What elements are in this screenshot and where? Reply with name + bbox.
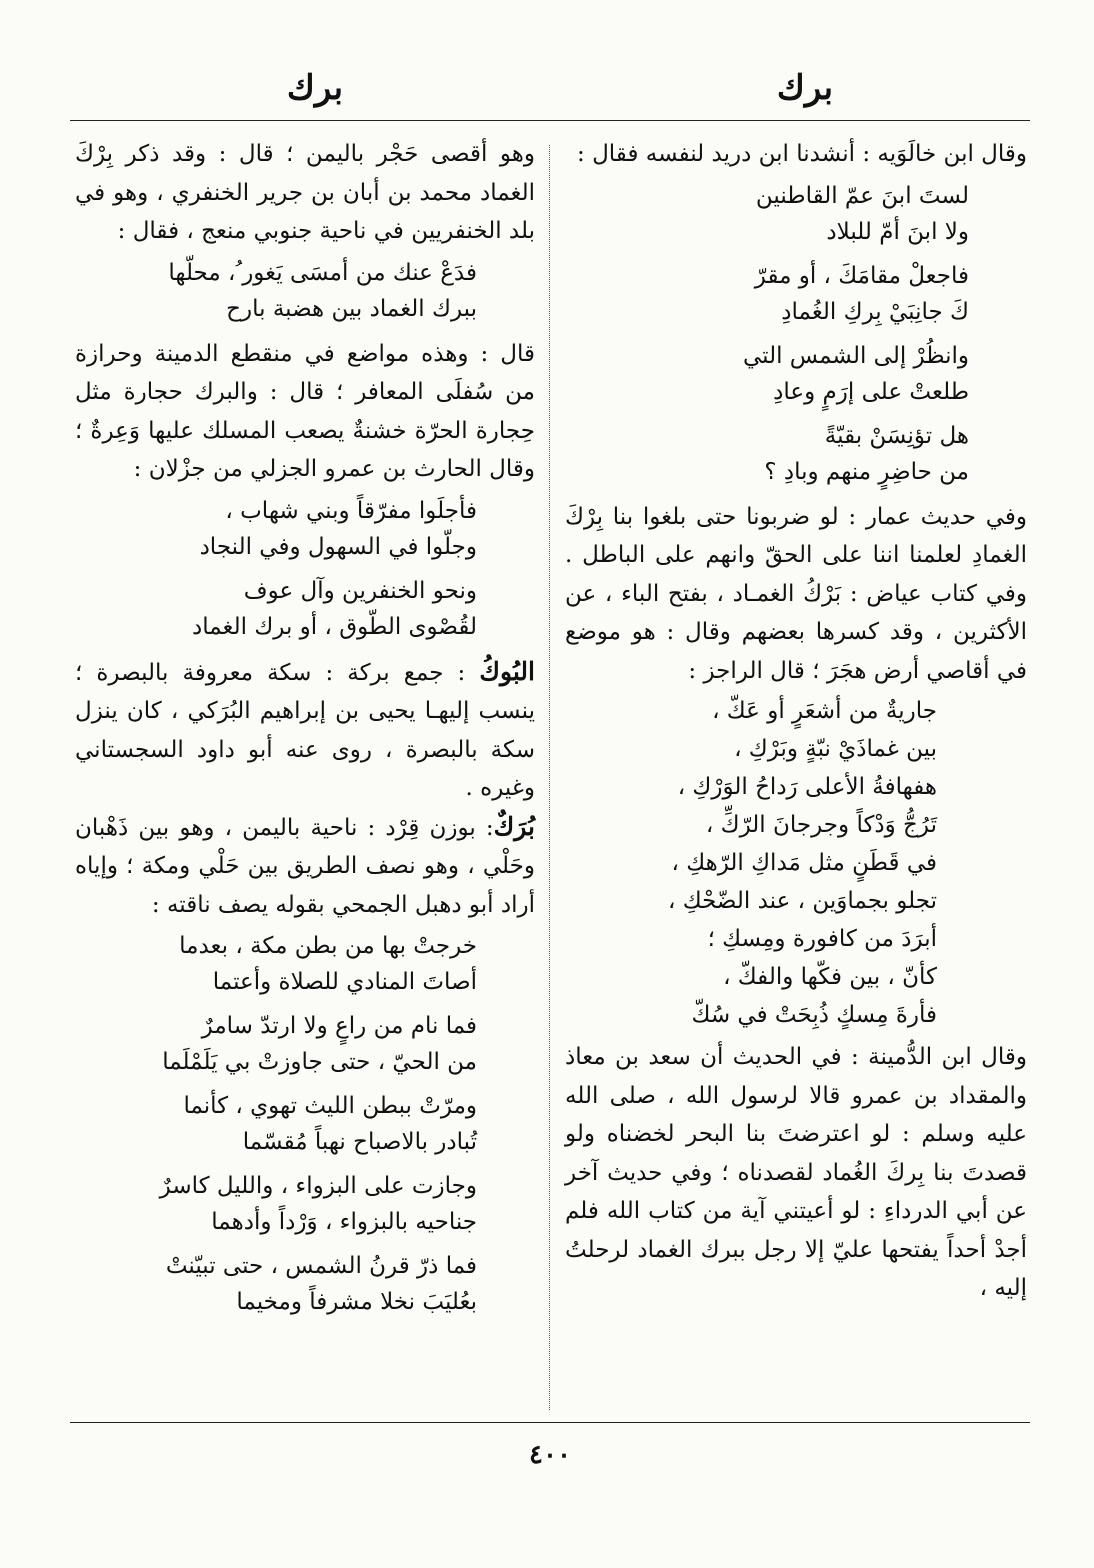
verse-first-hemistich: وجازت على البزواء ، والليل كاسرٌ (159, 1173, 477, 1199)
verse-second-hemistich: أصاتَ المنادي للصلاة وأعتما (212, 969, 477, 995)
verse-first-hemistich: وانظُرْ إلى الشمس التي (742, 342, 969, 369)
top-rule (70, 120, 1030, 121)
left-poem-jazli (75, 493, 535, 645)
page-number: ٤٠٠ (529, 1440, 571, 1470)
left-column (75, 135, 535, 1328)
entry-burak (75, 808, 535, 925)
entry-headword: بُرَكٌ (493, 811, 535, 841)
poem-verse (75, 1168, 535, 1240)
entry-headword: البُوكُ (479, 656, 535, 686)
verse-first-hemistich: هل تؤنِسَنْ بقيّةً (824, 422, 969, 449)
poem-verse (565, 338, 1027, 410)
running-header-right: برك (776, 68, 834, 108)
verse-second-hemistich: طلعتْ على إرَمٍ وعادِ (773, 378, 969, 405)
verse-second-hemistich: جناحيه بالبزواء ، وَرْداً وأدهما (211, 1209, 477, 1235)
verse-first-hemistich: فاجعلْ مقامَكَ ، أو مقرّ (754, 262, 969, 289)
verse-first-hemistich: خرجتْ بها من بطن مكة ، بعدما (179, 933, 477, 959)
verse-second-hemistich: من الحيّ ، حتى جاوزتْ بي يَلَمْلَما (162, 1049, 477, 1075)
verse-first-hemistich: فما نام من راعٍ ولا ارتدّ سامرٌ (201, 1013, 477, 1039)
verse-second-hemistich: ولا ابنَ أمّ للبلاد (826, 218, 969, 245)
rajaz-line: كأنّ ، بين فكّها والفكّ ، (723, 964, 937, 990)
poem-verse (75, 573, 535, 645)
bottom-rule (70, 1422, 1030, 1423)
verse-second-hemistich: كَ جانِبَيْ بِركِ الغُمادِ (781, 298, 969, 325)
poem-verse (565, 418, 1027, 490)
right-poem (565, 178, 1027, 490)
verse-second-hemistich: من حاضِرٍ منهم وبادِ ؟ (764, 458, 969, 485)
rajaz-poem (565, 692, 1027, 1034)
right-intro-paragraph: وقال ابن خالَوَيه : أنشدنا ابن دريد لنفسه فقال : (577, 141, 1027, 167)
left-paragraph-dumayna-places: قال : وهذه مواضع في منقطع الدمينة وحرازة من سُفلَى المعافر ؛ قال : والبرك حجارة مثل حِجارة الحرّة خشنةٌ يصعب المسلك عليها وَعِرةٌ ؛ وقال الحارث بن عمرو الجزلي من جزْلان : (75, 340, 535, 482)
rajaz-line: في قَطَنٍ مثل مَداكِ الرّهكِ ، (671, 850, 937, 876)
left-paragraph-hajr: وهو أقصى حَجْر باليمن ؛ قال : وقد ذكر بِرْكَ الغماد محمد بن أبان بن جرير الخنفري ، وهو في بلد الخنفريين في ناحية جنوبي منعج ، فقال : (75, 141, 535, 244)
poem-verse (565, 178, 1027, 250)
verse-first-hemistich: لستَ ابنَ عمّ القاطنين (755, 182, 969, 209)
verse-first-hemistich: فأجلَوا مفرّقاً وبني شهاب ، (225, 497, 477, 524)
poem-verse (75, 928, 535, 1000)
poem-verse (75, 493, 535, 565)
left-poem-khanfari (75, 255, 535, 327)
poem-verse (75, 1008, 535, 1080)
column-divider (549, 145, 550, 1410)
rajaz-line: تجلو بجماوَين ، عند الضّحْكِ ، (667, 888, 937, 914)
verse-second-hemistich: بعُليَبَ نخلا مشرفاً ومخيما (236, 1289, 477, 1315)
rajaz-line: أبرَدَ من كافورة ومِسكِ ؛ (707, 926, 937, 952)
right-column (565, 135, 1027, 1308)
right-paragraph-dumayna: وقال ابن الدُّمينة : في الحديث أن سعد بن معاذ والمقداد بن عمرو قالا لرسول الله ، صلى الله عليه وسلم : لو اعترضتَ بنا البحر لخضناه ولو قصدتَ بنا بِركَ الغُماد لقصدناه ؛ وفي حديث آخر عن أبي الدرداءِ : لو أعيتني آية من كتاب الله فلم أجدْ أحداً يفتحها عليّ إلا رجل ببرك الغماد لرحلتُ إليه ، (565, 1044, 1027, 1301)
poem-verse (75, 1088, 535, 1160)
poem-verse (565, 258, 1027, 330)
verse-first-hemistich: فدَعْ عنك من أمسَى يَغور ُ، محلّها (168, 259, 477, 286)
entry-al-buk (75, 653, 535, 808)
rajaz-line: هفهافةُ الأعلى رَداحُ الوَرْكِ ، (677, 774, 937, 800)
right-paragraph-ammar-hadith: وفي حديث عمار : لو ضربونا حتى بلغوا بنا بِرْكَ الغمادِ لعلمنا اننا على الحقّ وانهم على الباطل . وفي كتاب عياض : بَرْكُ الغمـاد ، بفتح الباء ، عن الأكثرين ، وقد كسرها بعضهم وقال : هو موضع في أقاصي أرض هجَرَ ؛ قال الراجز : (565, 503, 1027, 684)
rajaz-line: فأرةَ مِسكٍ ذُبِحَتْ في سُكّ (691, 1002, 937, 1028)
rajaz-line: تَرُجُّ وَدْكاً وجرجانَ الرّكِّ ، (705, 812, 937, 838)
left-poem-abu-dahbal (75, 928, 535, 1320)
poem-verse (75, 255, 535, 327)
rajaz-line: جاريةٌ من أشعَرٍ أو عَكّ ، (712, 698, 937, 724)
entry-text: : جمع بركة : سكة معروفة بالبصرة ؛ ينسب إليهـا يحيى بن إبراهيم البُرَكي ، كان ينزل سكة بالبصرة ، روى عنه أبو داود السجستاني وغيره . (75, 659, 535, 801)
verse-second-hemistich: تُبادر بالاصباح نهباً مُقسّما (242, 1129, 477, 1155)
entry-text: : بوزن قِرْد : ناحية باليمن ، وهو بين ذَهْبان وحَلْي ، وهو نصف الطريق بين حَلْي ومكة ؛ وإياه أراد أبو دهبل الجمحي بقوله يصف ناقته : (75, 814, 535, 918)
verse-first-hemistich: فما ذرّ قرنُ الشمس ، حتى تبيّنتْ (165, 1253, 477, 1279)
verse-first-hemistich: ومرّتْ ببطن الليث تهوي ، كأنما (183, 1093, 477, 1119)
rajaz-line: بين غماذَيْ نبّةٍ وبَرْكِ ، (734, 736, 937, 762)
verse-second-hemistich: لقُصْوى الطّوق ، أو برك الغماد (191, 613, 477, 640)
verse-second-hemistich: ببرك الغماد بين هضبة بارح (226, 295, 477, 322)
verse-second-hemistich: وجلّوا في السهول وفي النجاد (199, 533, 477, 560)
poem-verse (75, 1248, 535, 1320)
verse-first-hemistich: ونحو الخنفرين وآل عوف (243, 577, 477, 604)
running-header-left: برك (286, 68, 344, 108)
